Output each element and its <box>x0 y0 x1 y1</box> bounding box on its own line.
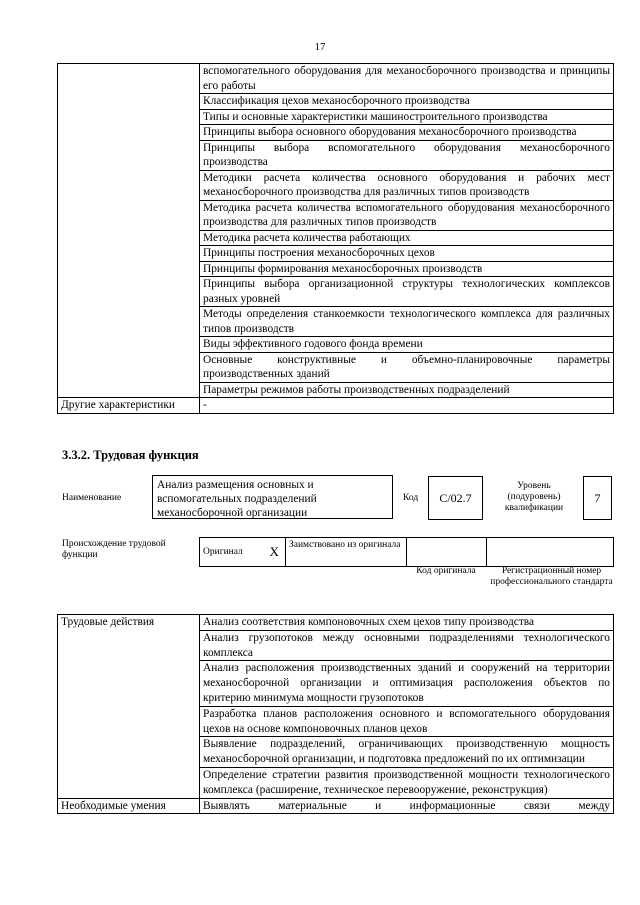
knowledge-item: Принципы построения механосборочных цехов <box>200 246 614 262</box>
origin-label: Происхождение трудовой функции <box>62 539 166 560</box>
labor-action-item: Определение стратегии развития производственной мощности технологического комплекса (расширение, техническое перевооружение, реконструкция) <box>200 767 614 798</box>
qualification-level-box: 7 <box>583 476 612 520</box>
code-original-label: Код оригинала <box>416 566 476 576</box>
knowledge-item: Методы определения станкоемкости технологического комплекса для различных типов производств <box>200 307 614 337</box>
knowledge-item: вспомогательного оборудования для механосборочного производства и принципы его работы <box>200 64 614 94</box>
code-label: Код <box>403 493 419 503</box>
knowledge-item: Параметры режимов работы производственных подразделений <box>200 382 614 398</box>
labor-action-item: Анализ грузопотоков между основными подразделениями технологического комплекса <box>200 630 614 661</box>
table-row <box>58 64 614 94</box>
knowledge-item: Принципы выбора организационной структуры технологических комплексов разных уровней <box>200 277 614 307</box>
knowledge-item: Принципы формирования механосборочных производств <box>200 261 614 277</box>
original-label: Оригинал <box>200 538 270 567</box>
labor-action-item: Выявление подразделений, ограничивающих производственную мощность механосборочной организации, и подготовка предложений по их оптимизации <box>200 737 614 768</box>
other-characteristics-value: - <box>200 398 614 414</box>
other-characteristics-label: Другие характеристики <box>58 398 200 414</box>
labor-action-item: Анализ расположения производственных зданий и сооружений на территории механосборочной организации и оптимизация расположения объектов по критерию минимума мощности грузопотоков <box>200 661 614 706</box>
knowledge-item: Методика расчета количества работающих <box>200 230 614 246</box>
origin-table <box>199 537 614 567</box>
reg-number-label: Регистрационный номер профессионального стандарта <box>490 566 613 587</box>
knowledge-item: Виды эффективного годового фонда времени <box>200 337 614 353</box>
original-mark: X <box>270 538 286 567</box>
function-name-box: Анализ размещения основных и вспомогательных подразделений механосборочной организации <box>152 475 393 519</box>
borrowed-label: Заимствовано из оригинала <box>286 538 407 567</box>
knowledge-item: Принципы выбора основного оборудования механосборочного производства <box>200 125 614 141</box>
skills-label: Необходимые умения <box>58 798 200 814</box>
labor-actions-label: Трудовые действия <box>58 615 200 799</box>
table-row <box>58 615 614 631</box>
function-code-box: С/02.7 <box>428 476 483 520</box>
skill-item: Выявлять материальные и информационные связи между <box>200 798 614 814</box>
name-label: Наименование <box>62 493 122 503</box>
page-number: 17 <box>314 41 326 53</box>
knowledge-item: Принципы выбора вспомогательного оборудования механосборочного производства <box>200 140 614 170</box>
knowledge-table <box>57 63 614 414</box>
table-row <box>58 398 614 414</box>
labor-action-item: Разработка планов расположения основного и вспомогательного оборудования цехов на основе компоновочных планов цехов <box>200 706 614 737</box>
reg-number-cell <box>487 538 614 567</box>
knowledge-item: Классификация цехов механосборочного производства <box>200 94 614 110</box>
knowledge-item: Основные конструктивные и объемно-планировочные параметры производственных зданий <box>200 352 614 382</box>
labor-actions-table <box>57 614 614 814</box>
section-title: 3.3.2. Трудовая функция <box>62 448 199 462</box>
level-label: Уровень (подуровень) квалификации <box>504 481 564 513</box>
code-original-cell <box>407 538 487 567</box>
table-row <box>58 798 614 814</box>
knowledge-item: Типы и основные характеристики машиностроительного производства <box>200 109 614 125</box>
knowledge-label-cell <box>58 64 200 398</box>
labor-action-item: Анализ соответствия компоновочных схем цехов типу производства <box>200 615 614 631</box>
knowledge-item: Методика расчета количества вспомогательного оборудования механосборочного производства для различных типов производств <box>200 200 614 230</box>
knowledge-item: Методики расчета количества основного оборудования и рабочих мест механосборочного производства для различных типов производств <box>200 170 614 200</box>
